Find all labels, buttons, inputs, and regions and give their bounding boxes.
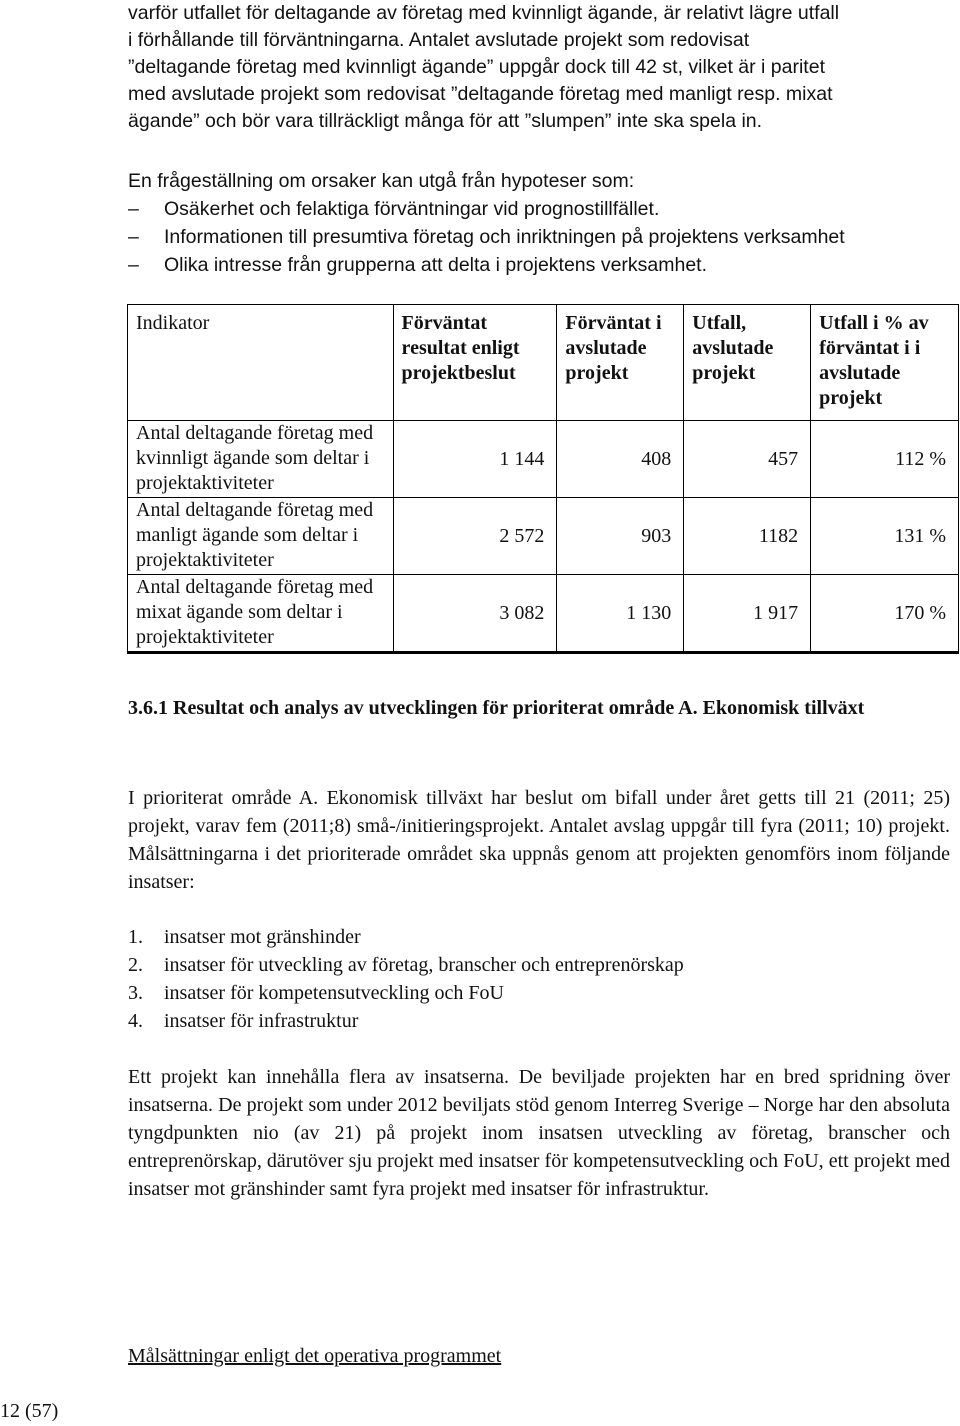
table-cell: 903 xyxy=(557,498,684,575)
intro-line: i förhållande till förväntningarna. Antalet avslutade projekt som redovisat xyxy=(128,29,750,51)
list-item: 4. insatser för infrastruktur xyxy=(128,1010,359,1032)
table-header-row xyxy=(128,305,959,421)
subheading: Målsättningar enligt det operativa programmet xyxy=(128,1345,502,1367)
page-number: 12 (57) xyxy=(0,1400,59,1422)
table-header-cell: Indikator xyxy=(128,305,394,421)
table-cell: 131 % xyxy=(811,498,959,575)
table-cell: 2 572 xyxy=(393,498,557,575)
list-item: 1. insatser mot gränshinder xyxy=(128,926,361,948)
closing-paragraph: Ett projekt kan innehålla flera av insatserna. De beviljade projekten har en bred spridning över insatserna. De projekt som under 2012 beviljats stöd genom Interreg Sverige – Norge har den absoluta tyngdpunkten nio (av 21) på projekt inom insatsen utveckling av företag, branscher och entreprenörskap, därutöver sju projekt med insatser för kompetensutveckling och FoU, ett projekt med insatser mot gränshinder samt fyra projekt med insatser för infrastruktur. xyxy=(128,1066,950,1200)
intro-line: med avslutade projekt som redovisat ”deltagande företag med manligt resp. mixat xyxy=(128,83,833,105)
table-cell: 112 % xyxy=(811,421,959,498)
table-row xyxy=(128,575,959,653)
table-cell: 170 % xyxy=(811,575,959,653)
intro-line: ägande” och bör vara tillräckligt många för att ”slumpen” inte ska spela in. xyxy=(128,110,763,132)
section-heading: 3.6.1 Resultat och analys av utvecklingen för prioriterat område A. Ekonomisk tillväxt xyxy=(128,697,865,719)
section-paragraph: I prioriterat område A. Ekonomisk tillväxt har beslut om bifall under året getts till 21 (2011; 25) projekt, varav fem (2011;8) små-/initieringsprojekt. Antalet avslag uppgår till fyra (2011; 10) projekt. Målsättningarna i det prioriterade området ska uppnås genom att projekten genomförs inom följande insatser: xyxy=(128,787,950,893)
table-header-cell: Förväntat resultat enligt projektbeslut xyxy=(393,305,557,421)
table-row-label: Antal deltagande företag med kvinnligt ägande som deltar i projektaktiviteter xyxy=(128,421,394,498)
list-item: 2. insatser för utveckling av företag, branscher och entreprenörskap xyxy=(128,954,684,976)
table-cell: 1 130 xyxy=(557,575,684,653)
hypothesis-item: – Informationen till presumtiva företag och inriktningen på projektens verksamhet xyxy=(128,226,845,248)
indicator-table xyxy=(127,304,959,654)
list-item: 3. insatser för kompetensutveckling och FoU xyxy=(128,982,504,1004)
hypothesis-lead: En frågeställning om orsaker kan utgå från hypoteser som: xyxy=(128,170,635,192)
table-header-cell: Förväntat i avslutade projekt xyxy=(557,305,684,421)
intro-line: varför utfallet för deltagande av företag med kvinnligt ägande, är relativt lägre utfall xyxy=(128,2,840,24)
table-header-cell: Utfall, avslutade projekt xyxy=(684,305,811,421)
table-cell: 1 144 xyxy=(393,421,557,498)
table-row-label: Antal deltagande företag med mixat ägande som deltar i projektaktiviteter xyxy=(128,575,394,653)
hypothesis-item: – Olika intresse från grupperna att delta i projektens verksamhet. xyxy=(128,254,708,276)
table-cell: 3 082 xyxy=(393,575,557,653)
table-cell: 457 xyxy=(684,421,811,498)
intro-line: ”deltagande företag med kvinnligt ägande” uppgår dock till 42 st, vilket är i paritet xyxy=(128,56,825,78)
table-cell: 408 xyxy=(557,421,684,498)
hypothesis-item: – Osäkerhet och felaktiga förväntningar vid prognostillfället. xyxy=(128,198,660,220)
table-row xyxy=(128,421,959,498)
table-header-cell: Utfall i % av förväntat i i avslutade projekt xyxy=(811,305,959,421)
table-row-label: Antal deltagande företag med manligt ägande som deltar i projektaktiviteter xyxy=(128,498,394,575)
table-cell: 1182 xyxy=(684,498,811,575)
table-row xyxy=(128,498,959,575)
table-cell: 1 917 xyxy=(684,575,811,653)
